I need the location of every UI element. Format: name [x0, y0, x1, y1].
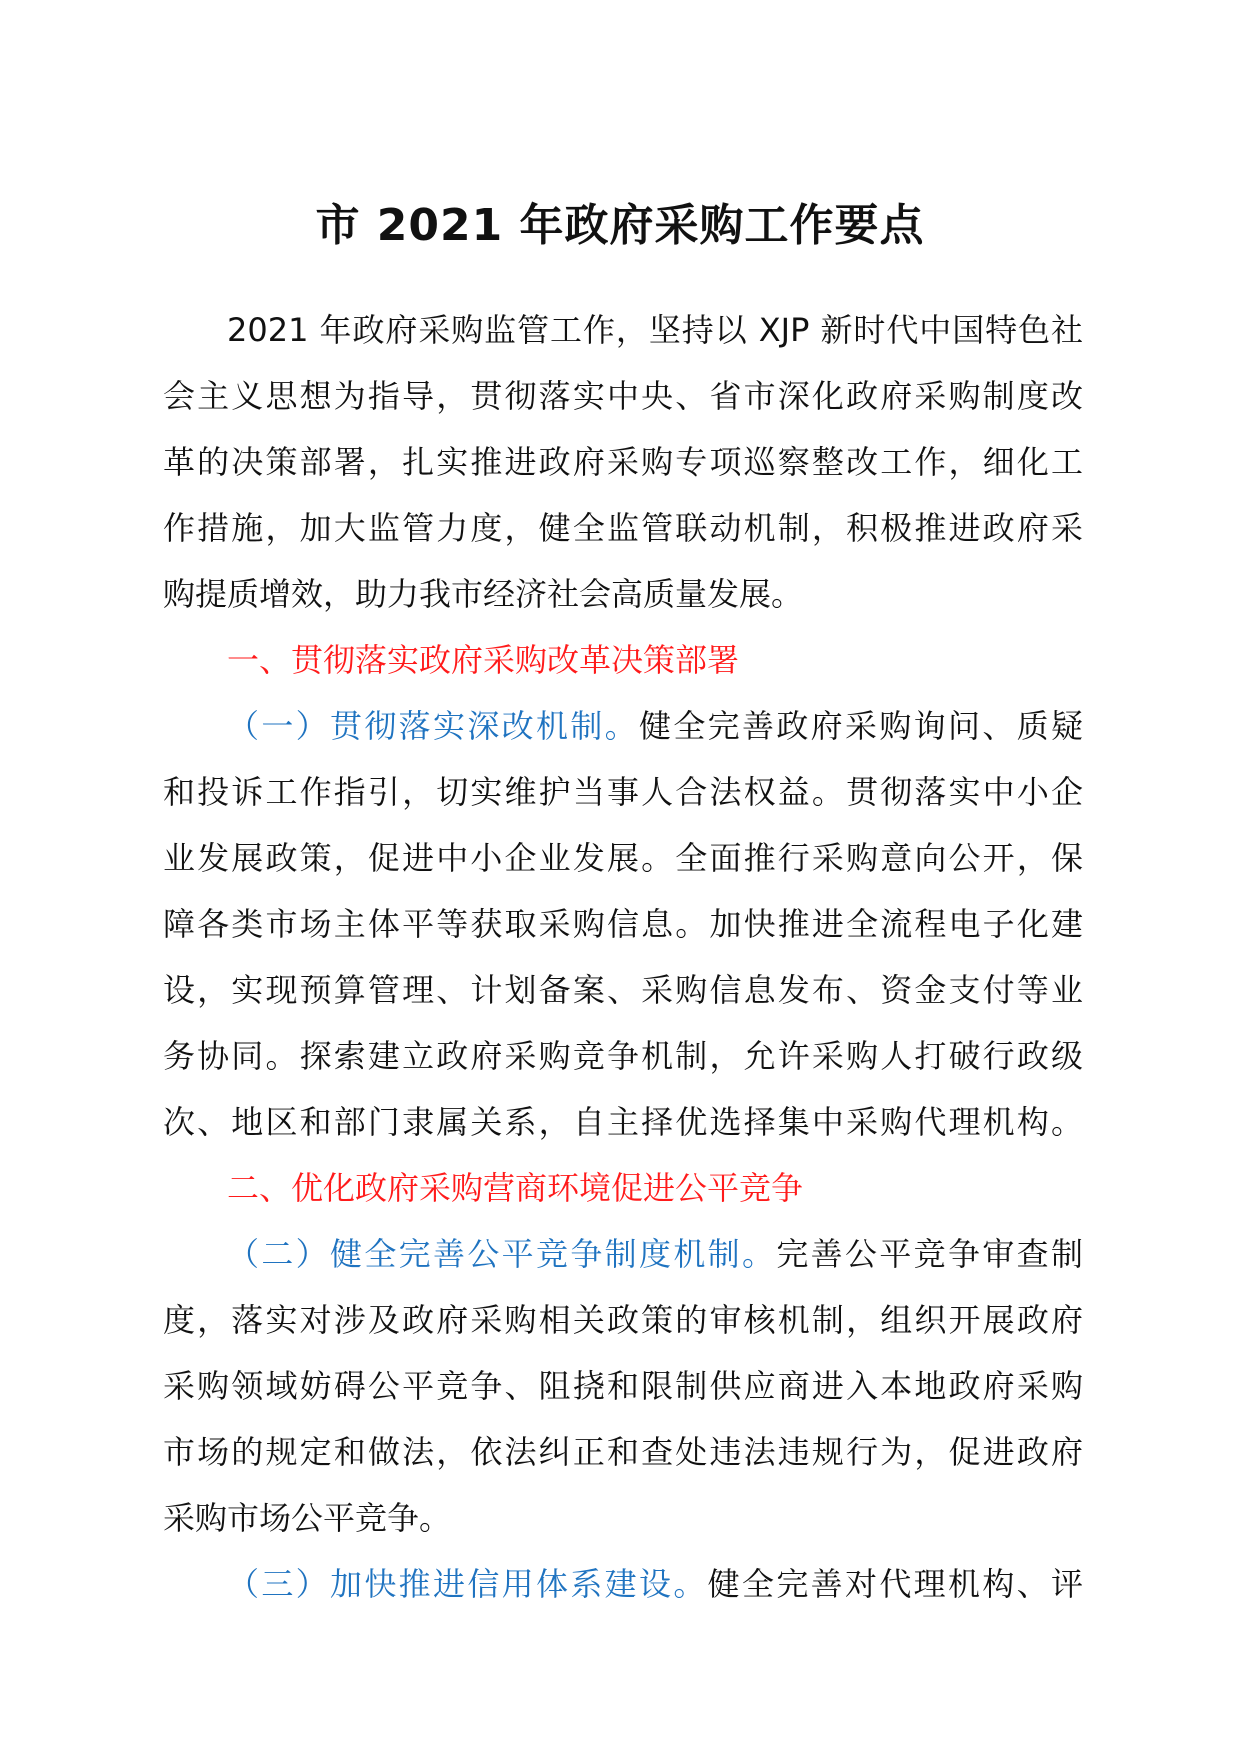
item-2-line-5: 采购市场公平竞争。 [163, 1499, 452, 1537]
item-2-first-line [163, 1221, 1083, 1287]
section-2-heading: 二、优化政府采购营商环境促进公平竞争 [227, 1169, 804, 1207]
item-1-label: （一）贯彻落实深改机制。 [227, 707, 639, 745]
item-1-first-line [163, 693, 1083, 759]
item-1-first-line-text: 健全完善政府采购询问、质疑 [639, 707, 1083, 745]
intro-line-3: 革的决策部署，扎实推进政府采购专项巡察整改工作，细化工 [163, 443, 1083, 481]
item-3-label: （三）加快推进信用体系建设。 [227, 1565, 708, 1603]
item-2-label: （二）健全完善公平竞争制度机制。 [227, 1235, 777, 1273]
item-1-line-4: 障各类市场主体平等获取采购信息。加快推进全流程电子化建 [163, 905, 1083, 943]
item-1-line-5: 设，实现预算管理、计划备案、采购信息发布、资金支付等业 [163, 971, 1083, 1009]
intro-line-5: 购提质增效，助力我市经济社会高质量发展。 [163, 575, 804, 613]
intro-line-4: 作措施，加大监管力度，健全监管联动机制，积极推进政府采 [163, 509, 1083, 547]
section-1-heading: 一、贯彻落实政府采购改革决策部署 [227, 641, 740, 679]
document-title: 市 2021 年政府采购工作要点 [315, 200, 925, 251]
item-2-first-line-text: 完善公平竞争审查制 [776, 1235, 1083, 1273]
item-2-line-4: 市场的规定和做法，依法纠正和查处违法违规行为，促进政府 [163, 1433, 1083, 1471]
intro-line-2: 会主义思想为指导，贯彻落实中央、省市深化政府采购制度改 [163, 377, 1083, 415]
item-1-line-6: 务协同。探索建立政府采购竞争机制，允许采购人打破行政级 [163, 1037, 1083, 1075]
intro-line-1: 2021 年政府采购监管工作，坚持以 XJP 新时代中国特色社 [227, 311, 1083, 349]
item-1-line-3: 业发展政策，促进中小企业发展。全面推行采购意向公开，保 [163, 839, 1083, 877]
item-3-first-line [163, 1551, 1083, 1617]
item-1-line-2: 和投诉工作指引，切实维护当事人合法权益。贯彻落实中小企 [163, 773, 1083, 811]
item-3-first-line-text: 健全完善对代理机构、评 [707, 1565, 1083, 1603]
item-1-line-7: 次、地区和部门隶属关系，自主择优选择集中采购代理机构。 [163, 1103, 1083, 1141]
item-2-line-2: 度，落实对涉及政府采购相关政策的审核机制，组织开展政府 [163, 1301, 1083, 1339]
document-body [163, 297, 1083, 1617]
item-2-line-3: 采购领域妨碍公平竞争、阻挠和限制供应商进入本地政府采购 [163, 1367, 1083, 1405]
